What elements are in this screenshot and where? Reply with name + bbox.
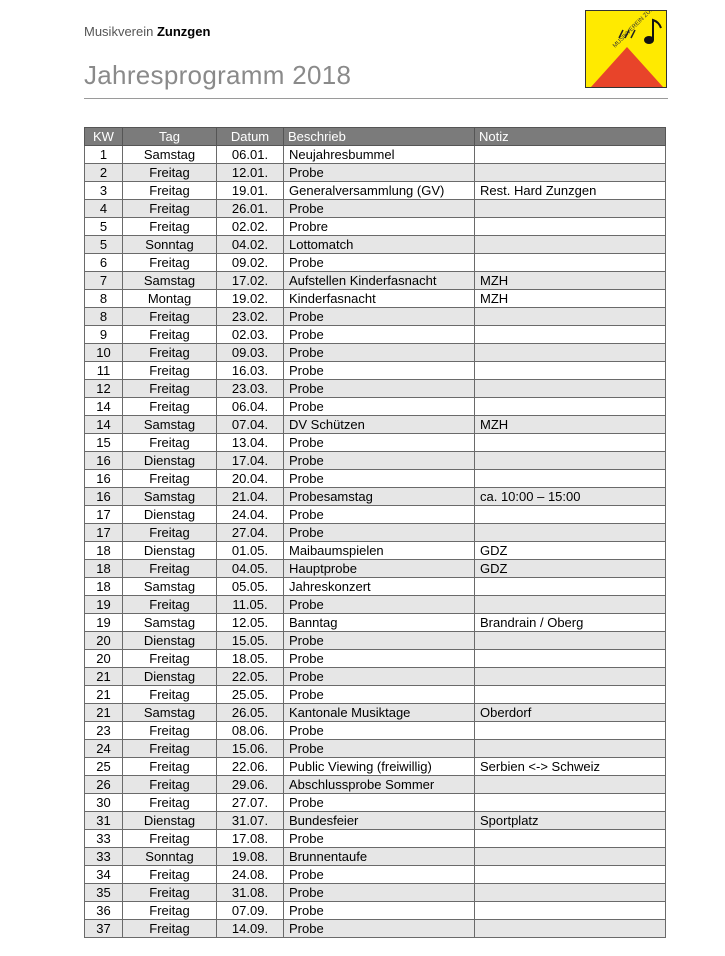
cell-kw: 30 bbox=[85, 794, 123, 812]
cell-notiz bbox=[475, 398, 666, 416]
cell-datum: 19.08. bbox=[217, 848, 284, 866]
cell-beschrieb: Probe bbox=[284, 470, 475, 488]
cell-datum: 15.05. bbox=[217, 632, 284, 650]
table-row bbox=[85, 542, 666, 560]
cell-datum: 22.06. bbox=[217, 758, 284, 776]
table-row bbox=[85, 578, 666, 596]
cell-tag: Dienstag bbox=[123, 506, 217, 524]
cell-beschrieb: Probe bbox=[284, 866, 475, 884]
table-row bbox=[85, 452, 666, 470]
table-row bbox=[85, 758, 666, 776]
table-row bbox=[85, 722, 666, 740]
cell-kw: 17 bbox=[85, 524, 123, 542]
club-logo bbox=[585, 10, 667, 88]
cell-notiz bbox=[475, 866, 666, 884]
cell-notiz: Brandrain / Oberg bbox=[475, 614, 666, 632]
table-row bbox=[85, 506, 666, 524]
cell-notiz bbox=[475, 146, 666, 164]
table-row bbox=[85, 848, 666, 866]
cell-kw: 5 bbox=[85, 218, 123, 236]
table-row bbox=[85, 632, 666, 650]
cell-beschrieb: Probe bbox=[284, 506, 475, 524]
cell-notiz: Oberdorf bbox=[475, 704, 666, 722]
table-row bbox=[85, 650, 666, 668]
table-row bbox=[85, 344, 666, 362]
cell-tag: Freitag bbox=[123, 830, 217, 848]
cell-tag: Freitag bbox=[123, 362, 217, 380]
cell-kw: 23 bbox=[85, 722, 123, 740]
cell-notiz: ca. 10:00 – 15:00 bbox=[475, 488, 666, 506]
cell-kw: 20 bbox=[85, 632, 123, 650]
table-row bbox=[85, 902, 666, 920]
table-row bbox=[85, 560, 666, 578]
table-row bbox=[85, 398, 666, 416]
table-row bbox=[85, 182, 666, 200]
cell-datum: 22.05. bbox=[217, 668, 284, 686]
cell-notiz bbox=[475, 668, 666, 686]
cell-tag: Freitag bbox=[123, 254, 217, 272]
cell-tag: Samstag bbox=[123, 146, 217, 164]
cell-notiz bbox=[475, 164, 666, 182]
cell-datum: 09.02. bbox=[217, 254, 284, 272]
cell-kw: 21 bbox=[85, 704, 123, 722]
table-row bbox=[85, 326, 666, 344]
cell-notiz bbox=[475, 632, 666, 650]
table-row bbox=[85, 668, 666, 686]
cell-notiz bbox=[475, 524, 666, 542]
cell-datum: 19.02. bbox=[217, 290, 284, 308]
cell-datum: 12.05. bbox=[217, 614, 284, 632]
header-notiz: Notiz bbox=[475, 128, 666, 146]
cell-beschrieb: Maibaumspielen bbox=[284, 542, 475, 560]
cell-tag: Samstag bbox=[123, 704, 217, 722]
cell-beschrieb: Probe bbox=[284, 596, 475, 614]
cell-datum: 04.05. bbox=[217, 560, 284, 578]
cell-kw: 18 bbox=[85, 560, 123, 578]
cell-kw: 18 bbox=[85, 542, 123, 560]
cell-tag: Samstag bbox=[123, 416, 217, 434]
cell-tag: Freitag bbox=[123, 218, 217, 236]
cell-kw: 35 bbox=[85, 884, 123, 902]
cell-beschrieb: Probe bbox=[284, 650, 475, 668]
cell-notiz: MZH bbox=[475, 416, 666, 434]
cell-kw: 2 bbox=[85, 164, 123, 182]
cell-beschrieb: Probe bbox=[284, 434, 475, 452]
cell-tag: Sonntag bbox=[123, 848, 217, 866]
cell-datum: 20.04. bbox=[217, 470, 284, 488]
cell-notiz bbox=[475, 470, 666, 488]
cell-beschrieb: Aufstellen Kinderfasnacht bbox=[284, 272, 475, 290]
cell-notiz bbox=[475, 884, 666, 902]
cell-beschrieb: Public Viewing (freiwillig) bbox=[284, 758, 475, 776]
table-row bbox=[85, 794, 666, 812]
header-tag: Tag bbox=[123, 128, 217, 146]
table-row bbox=[85, 416, 666, 434]
cell-notiz bbox=[475, 596, 666, 614]
cell-kw: 14 bbox=[85, 416, 123, 434]
logo-graphic bbox=[585, 10, 667, 88]
cell-tag: Freitag bbox=[123, 884, 217, 902]
cell-datum: 21.04. bbox=[217, 488, 284, 506]
cell-kw: 17 bbox=[85, 506, 123, 524]
cell-notiz bbox=[475, 830, 666, 848]
cell-tag: Freitag bbox=[123, 560, 217, 578]
cell-beschrieb: DV Schützen bbox=[284, 416, 475, 434]
cell-notiz bbox=[475, 650, 666, 668]
cell-tag: Freitag bbox=[123, 902, 217, 920]
cell-beschrieb: Probe bbox=[284, 632, 475, 650]
table-body bbox=[85, 146, 666, 938]
table-header bbox=[85, 128, 666, 146]
cell-tag: Dienstag bbox=[123, 812, 217, 830]
cell-kw: 25 bbox=[85, 758, 123, 776]
cell-tag: Freitag bbox=[123, 308, 217, 326]
cell-datum: 08.06. bbox=[217, 722, 284, 740]
org-name: Zunzgen bbox=[156, 24, 211, 39]
cell-tag: Freitag bbox=[123, 866, 217, 884]
cell-beschrieb: Probe bbox=[284, 686, 475, 704]
cell-kw: 36 bbox=[85, 902, 123, 920]
cell-kw: 4 bbox=[85, 200, 123, 218]
cell-beschrieb: Probe bbox=[284, 200, 475, 218]
cell-beschrieb: Probesamstag bbox=[284, 488, 475, 506]
cell-datum: 26.05. bbox=[217, 704, 284, 722]
cell-kw: 21 bbox=[85, 686, 123, 704]
table-row bbox=[85, 920, 666, 938]
cell-datum: 23.02. bbox=[217, 308, 284, 326]
organization-name bbox=[84, 24, 210, 39]
cell-notiz bbox=[475, 236, 666, 254]
cell-tag: Dienstag bbox=[123, 542, 217, 560]
cell-notiz bbox=[475, 200, 666, 218]
cell-beschrieb: Probe bbox=[284, 344, 475, 362]
cell-datum: 04.02. bbox=[217, 236, 284, 254]
cell-kw: 8 bbox=[85, 308, 123, 326]
table-row bbox=[85, 524, 666, 542]
table-row bbox=[85, 434, 666, 452]
cell-beschrieb: Brunnentaufe bbox=[284, 848, 475, 866]
table-row bbox=[85, 200, 666, 218]
cell-notiz: GDZ bbox=[475, 542, 666, 560]
cell-kw: 31 bbox=[85, 812, 123, 830]
cell-notiz bbox=[475, 326, 666, 344]
table-row bbox=[85, 686, 666, 704]
org-prefix: Musikverein bbox=[84, 24, 154, 39]
cell-notiz bbox=[475, 794, 666, 812]
cell-beschrieb: Probe bbox=[284, 740, 475, 758]
cell-datum: 11.05. bbox=[217, 596, 284, 614]
cell-beschrieb: Jahreskonzert bbox=[284, 578, 475, 596]
cell-datum: 23.03. bbox=[217, 380, 284, 398]
cell-kw: 34 bbox=[85, 866, 123, 884]
table-row bbox=[85, 830, 666, 848]
cell-datum: 31.07. bbox=[217, 812, 284, 830]
cell-kw: 21 bbox=[85, 668, 123, 686]
cell-kw: 26 bbox=[85, 776, 123, 794]
cell-beschrieb: Neujahresbummel bbox=[284, 146, 475, 164]
cell-tag: Freitag bbox=[123, 758, 217, 776]
cell-beschrieb: Probe bbox=[284, 308, 475, 326]
cell-beschrieb: Probe bbox=[284, 884, 475, 902]
table-row bbox=[85, 740, 666, 758]
cell-datum: 14.09. bbox=[217, 920, 284, 938]
table-row bbox=[85, 272, 666, 290]
table-row bbox=[85, 776, 666, 794]
cell-tag: Samstag bbox=[123, 272, 217, 290]
header-datum: Datum bbox=[217, 128, 284, 146]
cell-tag: Montag bbox=[123, 290, 217, 308]
cell-beschrieb: Probe bbox=[284, 254, 475, 272]
cell-datum: 06.01. bbox=[217, 146, 284, 164]
cell-kw: 19 bbox=[85, 596, 123, 614]
cell-kw: 8 bbox=[85, 290, 123, 308]
cell-kw: 33 bbox=[85, 848, 123, 866]
schedule-table bbox=[84, 127, 666, 938]
cell-beschrieb: Probe bbox=[284, 452, 475, 470]
cell-kw: 12 bbox=[85, 380, 123, 398]
cell-kw: 10 bbox=[85, 344, 123, 362]
cell-beschrieb: Banntag bbox=[284, 614, 475, 632]
cell-beschrieb: Hauptprobe bbox=[284, 560, 475, 578]
header-beschrieb: Beschrieb bbox=[284, 128, 475, 146]
cell-notiz bbox=[475, 254, 666, 272]
cell-datum: 02.03. bbox=[217, 326, 284, 344]
cell-notiz: Rest. Hard Zunzgen bbox=[475, 182, 666, 200]
cell-datum: 25.05. bbox=[217, 686, 284, 704]
cell-notiz bbox=[475, 344, 666, 362]
cell-kw: 33 bbox=[85, 830, 123, 848]
cell-kw: 37 bbox=[85, 920, 123, 938]
cell-notiz bbox=[475, 506, 666, 524]
cell-notiz bbox=[475, 920, 666, 938]
cell-notiz bbox=[475, 686, 666, 704]
cell-notiz: Sportplatz bbox=[475, 812, 666, 830]
cell-datum: 27.04. bbox=[217, 524, 284, 542]
cell-tag: Freitag bbox=[123, 344, 217, 362]
cell-beschrieb: Probe bbox=[284, 722, 475, 740]
cell-notiz bbox=[475, 722, 666, 740]
cell-datum: 17.02. bbox=[217, 272, 284, 290]
cell-tag: Freitag bbox=[123, 380, 217, 398]
cell-datum: 24.08. bbox=[217, 866, 284, 884]
cell-datum: 31.08. bbox=[217, 884, 284, 902]
cell-tag: Freitag bbox=[123, 326, 217, 344]
cell-datum: 06.04. bbox=[217, 398, 284, 416]
cell-notiz: Serbien <-> Schweiz bbox=[475, 758, 666, 776]
cell-beschrieb: Kinderfasnacht bbox=[284, 290, 475, 308]
cell-notiz bbox=[475, 740, 666, 758]
table-row bbox=[85, 866, 666, 884]
cell-notiz bbox=[475, 218, 666, 236]
cell-datum: 24.04. bbox=[217, 506, 284, 524]
cell-beschrieb: Abschlussprobe Sommer bbox=[284, 776, 475, 794]
cell-datum: 18.05. bbox=[217, 650, 284, 668]
cell-datum: 01.05. bbox=[217, 542, 284, 560]
cell-notiz bbox=[475, 776, 666, 794]
cell-notiz bbox=[475, 902, 666, 920]
table-row bbox=[85, 254, 666, 272]
header-kw: KW bbox=[85, 128, 123, 146]
cell-beschrieb: Kantonale Musiktage bbox=[284, 704, 475, 722]
cell-datum: 26.01. bbox=[217, 200, 284, 218]
table-row bbox=[85, 380, 666, 398]
table-row bbox=[85, 218, 666, 236]
cell-kw: 11 bbox=[85, 362, 123, 380]
cell-tag: Freitag bbox=[123, 650, 217, 668]
cell-beschrieb: Probe bbox=[284, 362, 475, 380]
cell-kw: 9 bbox=[85, 326, 123, 344]
cell-datum: 16.03. bbox=[217, 362, 284, 380]
cell-kw: 6 bbox=[85, 254, 123, 272]
cell-tag: Freitag bbox=[123, 434, 217, 452]
cell-beschrieb: Probe bbox=[284, 830, 475, 848]
cell-tag: Freitag bbox=[123, 398, 217, 416]
cell-beschrieb: Bundesfeier bbox=[284, 812, 475, 830]
cell-tag: Freitag bbox=[123, 920, 217, 938]
cell-beschrieb: Generalversammlung (GV) bbox=[284, 182, 475, 200]
cell-kw: 15 bbox=[85, 434, 123, 452]
cell-kw: 16 bbox=[85, 452, 123, 470]
cell-kw: 1 bbox=[85, 146, 123, 164]
table-row bbox=[85, 884, 666, 902]
cell-kw: 3 bbox=[85, 182, 123, 200]
cell-notiz: GDZ bbox=[475, 560, 666, 578]
cell-tag: Freitag bbox=[123, 524, 217, 542]
table-row bbox=[85, 146, 666, 164]
cell-beschrieb: Probe bbox=[284, 668, 475, 686]
table-row bbox=[85, 704, 666, 722]
cell-tag: Freitag bbox=[123, 776, 217, 794]
cell-tag: Freitag bbox=[123, 740, 217, 758]
table-row bbox=[85, 164, 666, 182]
cell-kw: 20 bbox=[85, 650, 123, 668]
cell-datum: 12.01. bbox=[217, 164, 284, 182]
table-row bbox=[85, 488, 666, 506]
cell-beschrieb: Probe bbox=[284, 794, 475, 812]
cell-tag: Freitag bbox=[123, 164, 217, 182]
cell-kw: 16 bbox=[85, 488, 123, 506]
cell-tag: Samstag bbox=[123, 578, 217, 596]
cell-kw: 24 bbox=[85, 740, 123, 758]
cell-tag: Freitag bbox=[123, 470, 217, 488]
cell-notiz: MZH bbox=[475, 272, 666, 290]
cell-beschrieb: Probe bbox=[284, 920, 475, 938]
cell-tag: Samstag bbox=[123, 614, 217, 632]
cell-datum: 02.02. bbox=[217, 218, 284, 236]
cell-notiz bbox=[475, 578, 666, 596]
cell-beschrieb: Probe bbox=[284, 326, 475, 344]
cell-datum: 07.04. bbox=[217, 416, 284, 434]
cell-kw: 14 bbox=[85, 398, 123, 416]
cell-datum: 15.06. bbox=[217, 740, 284, 758]
page-title: Jahresprogramm 2018 bbox=[84, 60, 352, 90]
cell-notiz bbox=[475, 848, 666, 866]
cell-tag: Freitag bbox=[123, 200, 217, 218]
cell-notiz: MZH bbox=[475, 290, 666, 308]
cell-tag: Sonntag bbox=[123, 236, 217, 254]
cell-tag: Dienstag bbox=[123, 632, 217, 650]
title-divider bbox=[84, 98, 668, 99]
cell-notiz bbox=[475, 308, 666, 326]
cell-datum: 17.08. bbox=[217, 830, 284, 848]
table-row bbox=[85, 470, 666, 488]
cell-tag: Dienstag bbox=[123, 452, 217, 470]
cell-beschrieb: Probe bbox=[284, 524, 475, 542]
cell-datum: 29.06. bbox=[217, 776, 284, 794]
cell-kw: 5 bbox=[85, 236, 123, 254]
cell-datum: 17.04. bbox=[217, 452, 284, 470]
cell-tag: Samstag bbox=[123, 488, 217, 506]
cell-tag: Freitag bbox=[123, 722, 217, 740]
cell-notiz bbox=[475, 380, 666, 398]
table-row bbox=[85, 362, 666, 380]
cell-tag: Freitag bbox=[123, 686, 217, 704]
cell-tag: Freitag bbox=[123, 794, 217, 812]
cell-datum: 13.04. bbox=[217, 434, 284, 452]
table-row bbox=[85, 308, 666, 326]
cell-tag: Dienstag bbox=[123, 668, 217, 686]
table-row bbox=[85, 290, 666, 308]
cell-notiz bbox=[475, 452, 666, 470]
cell-kw: 19 bbox=[85, 614, 123, 632]
cell-datum: 09.03. bbox=[217, 344, 284, 362]
cell-kw: 18 bbox=[85, 578, 123, 596]
table-row bbox=[85, 614, 666, 632]
cell-datum: 27.07. bbox=[217, 794, 284, 812]
cell-notiz bbox=[475, 434, 666, 452]
cell-datum: 07.09. bbox=[217, 902, 284, 920]
cell-kw: 16 bbox=[85, 470, 123, 488]
cell-datum: 05.05. bbox=[217, 578, 284, 596]
table-row bbox=[85, 236, 666, 254]
cell-beschrieb: Probe bbox=[284, 380, 475, 398]
cell-beschrieb: Probe bbox=[284, 398, 475, 416]
cell-kw: 7 bbox=[85, 272, 123, 290]
table-row bbox=[85, 596, 666, 614]
cell-notiz bbox=[475, 362, 666, 380]
cell-beschrieb: Probe bbox=[284, 902, 475, 920]
cell-tag: Freitag bbox=[123, 182, 217, 200]
table-row bbox=[85, 812, 666, 830]
cell-tag: Freitag bbox=[123, 596, 217, 614]
cell-beschrieb: Probe bbox=[284, 164, 475, 182]
cell-beschrieb: Probre bbox=[284, 218, 475, 236]
cell-datum: 19.01. bbox=[217, 182, 284, 200]
cell-beschrieb: Lottomatch bbox=[284, 236, 475, 254]
